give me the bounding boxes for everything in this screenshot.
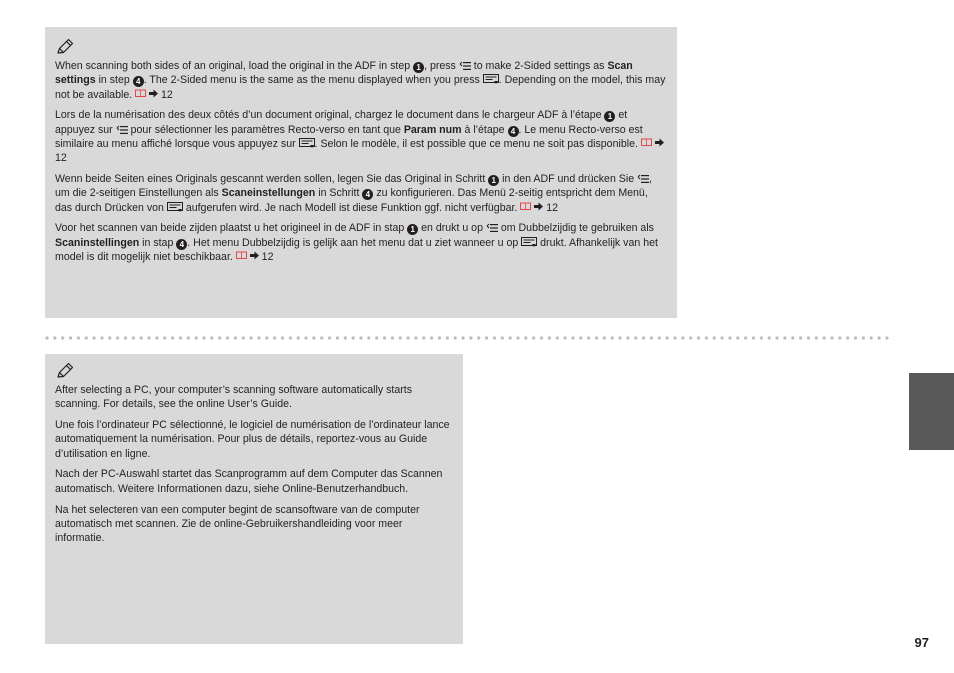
note-paragraph-en: When scanning both sides of an original, load the original in the ADF in step 1 , press to make 2-Sided settings as Scan settings in step 4 . The 2-Sided menu is the same as the menu displayed when you press . Depending on the model, this may not be available. 12 (55, 60, 666, 101)
book-icon (236, 251, 247, 260)
menu-icon (521, 237, 537, 248)
menu-icon (167, 202, 183, 213)
page-reference: 12 (55, 152, 67, 165)
arrow-right-icon (149, 89, 158, 98)
step-number-badge: 4 (362, 189, 373, 200)
list-settings-icon (116, 125, 128, 135)
note-paragraph-en: After selecting a PC, your computer’s scanning software automatically starts scanning. For details, see the online User’s Guide. (55, 384, 413, 411)
note-box-pc-scan (45, 354, 463, 644)
arrow-right-icon (534, 202, 543, 211)
step-number-badge: 4 (176, 239, 187, 250)
page-reference: 12 (258, 251, 274, 264)
step-number-badge: 1 (407, 224, 418, 235)
dotted-divider (44, 335, 894, 341)
menu-icon (483, 74, 499, 85)
note-paragraph-fr: Une fois l’ordinateur PC sélectionné, le logiciel de numérisation de l’ordinateur lance automatiquement la numérisation. Pour plus de détails, reportez-vous au Guide d’utilisation en ligne. (55, 419, 450, 460)
page-number: 97 (914, 635, 929, 650)
note-paragraph-de: Nach der PC-Auswahl startet das Scanprogramm auf dem Computer das Scannen automatisch. Weitere Informationen dazu, siehe Online-Benutzerhandbuch. (55, 468, 443, 495)
list-settings-icon (486, 223, 498, 233)
note-paragraph-de: Wenn beide Seiten eines Originals gescannt werden sollen, legen Sie das Original in Schritt 1 in den ADF und drücken Sie , um die 2-seitigen Einstellungen als Scaneinstellungen in Schritt 4 zu konfigurieren. Das Menü 2-seitig entspricht dem Menü, das durch Drücken von aufgerufen wird. Je nach Modell ist diese Funktion ggf. nicht verfügbar. 12 (55, 173, 652, 214)
menu-icon (299, 138, 315, 149)
arrow-right-icon (250, 251, 259, 260)
step-number-badge: 4 (508, 126, 519, 137)
section-tab (909, 373, 954, 450)
step-number-badge: 1 (488, 175, 499, 186)
step-number-badge: 4 (133, 76, 144, 87)
book-icon (135, 89, 146, 98)
step-number-badge: 1 (604, 111, 615, 122)
page-reference: 12 (158, 88, 173, 101)
pencil-icon (55, 38, 75, 56)
arrow-right-icon (655, 138, 664, 147)
book-icon (520, 202, 531, 211)
note-paragraph-nl: Voor het scannen van beide zijden plaatst u het origineel in de ADF in stap 1 en drukt u op om Dubbelzijdig te gebruiken als Scaninstellingen in stap 4 . Het menu Dubbelzijdig is gelijk aan het menu dat u ziet wanneer u op drukt. Afhankelijk van het model is dit mogelijk niet beschikbaar. 12 (55, 222, 658, 264)
list-settings-icon (637, 174, 649, 184)
book-icon (641, 138, 652, 147)
list-settings-icon (459, 61, 471, 71)
note-box-2-sided (45, 27, 677, 318)
note-paragraph-nl: Na het selecteren van een computer begint de scansoftware van de computer automatisch met scannen. Zie de online-Gebruikershandleiding voor meer informatie. (55, 503, 420, 545)
note-paragraph-fr: Lors de la numérisation des deux côtés d’un document original, chargez le document dans le chargeur ADF à l’étape 1 et appuyez sur pour sélectionner les paramètres Recto-verso en tant que Param num à l’étape 4 . Le menu Recto-verso est similaire au menu affiché lorsque vous appuyez sur . Selon le modèle, il est possible que ce menu ne soit pas disponible. 12 (55, 108, 667, 165)
step-number-badge: 1 (413, 62, 424, 73)
page-reference: 12 (543, 201, 559, 214)
pencil-icon (55, 362, 75, 380)
